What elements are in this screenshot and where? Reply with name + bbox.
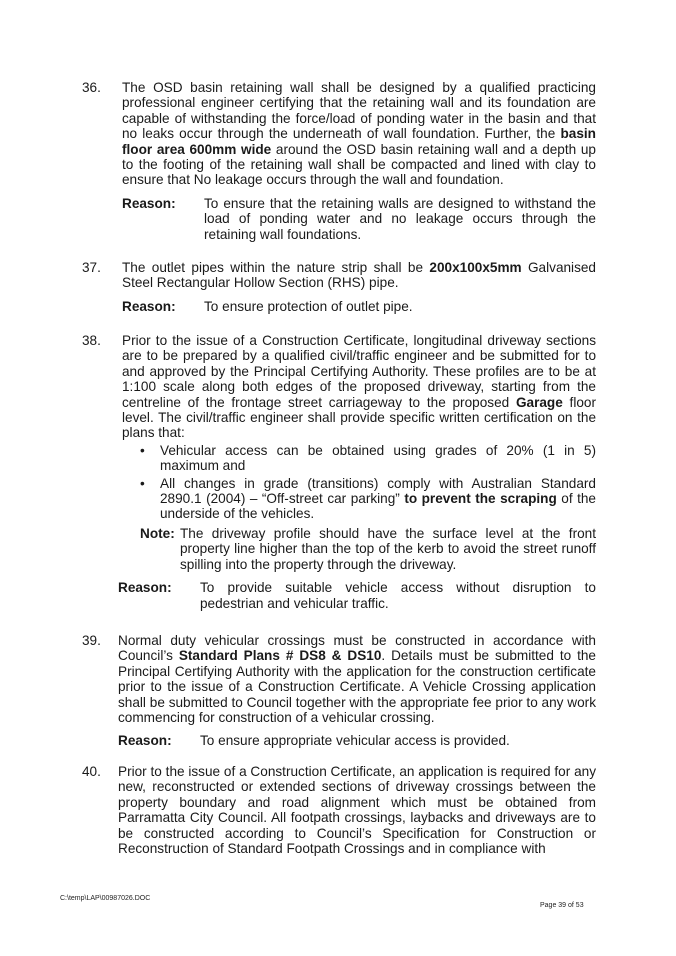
note-label: Note:	[140, 525, 175, 541]
bold-run: Garage	[515, 394, 563, 410]
text-run: of the underside of the vehicles.	[160, 491, 596, 522]
reason-text: To provide suitable vehicle access without disruption to pedestrian and vehicular traffic.	[200, 580, 596, 611]
condition-text	[118, 633, 596, 725]
bullet-item: • Vehicular access can be obtained using grades of 20% (1 in 5) maximum and	[160, 443, 596, 474]
reason-block	[122, 196, 596, 242]
reason-text: To ensure protection of outlet pipe.	[204, 298, 413, 314]
reason-text: To ensure appropriate vehicular access is provided.	[200, 733, 510, 749]
condition-number: 37.	[82, 260, 101, 275]
text-run: Prior to the issue of a Construction Certificate, longitudinal driveway sections are to be prepared by a qualified civil/traffic engineer and be submitted for to and approved by the Principal Certifying Authority. These profiles are to be at 1:100 scale along both edges of the proposed driveway, starting from the centreline of the frontage street carriageway to the proposed	[122, 333, 596, 410]
condition-37	[82, 260, 596, 314]
text-run: All changes in grade (transitions) comply with Australian Standard 2890.1 (2004) – “Off-street car parking”	[160, 475, 596, 507]
note-text: The driveway profile should have the surface level at the front property line higher than the top of the kerb to avoid the street runoff spilling into the property through the driveway.	[180, 525, 596, 572]
reason-label: Reason:	[118, 733, 172, 749]
text-run: around the OSD basin retaining wall and a depth up to the footing of the retaining wall shall be compacted and lined with clay to ensure that No leakage occurs through the wall and foundation.	[122, 141, 596, 188]
footer-page-number: Page 39 of 53	[540, 902, 584, 909]
bold-run: Standard Plans # DS8 & DS10	[178, 648, 382, 664]
bullet-item	[160, 476, 596, 522]
condition-text: Prior to the issue of a Construction Certificate, an application is required for any new, reconstructed or extended sections of driveway crossings between the property boundary and road alignment which must be obtained from Parramatta City Council. All footpath crossings, laybacks and driveways are to be constructed according to Council’s Specification for Construction or Reconstruction of Standard Footpath Crossings and in compliance with	[118, 764, 596, 857]
condition-number: 40.	[82, 764, 101, 779]
text-run: floor level. The civil/traffic engineer shall provide specific written certification on the plans that:	[122, 394, 596, 441]
reason-label: Reason:	[122, 298, 176, 314]
bold-run: to prevent the scraping	[404, 491, 557, 507]
condition-40	[82, 764, 596, 856]
bullet-list	[122, 443, 596, 522]
text-run: Galvanised Steel Rectangular Hollow Section (RHS) pipe.	[122, 260, 596, 291]
condition-number: 36.	[82, 80, 101, 95]
reason-block	[118, 580, 596, 611]
condition-36	[82, 80, 596, 242]
bold-run: basin floor area 600mm wide	[122, 126, 596, 157]
reason-block	[118, 733, 596, 748]
text-run: Normal duty vehicular crossings must be constructed in accordance with Council’s	[118, 633, 596, 664]
condition-text	[122, 333, 596, 441]
condition-text	[122, 80, 596, 188]
reason-text: To ensure that the retaining walls are designed to withstand the load of ponding water and no leakage occurs through the retaining wall foundations.	[204, 195, 596, 242]
reason-block	[122, 299, 596, 314]
bold-run: 200x100x5mm	[429, 260, 522, 275]
condition-text	[122, 260, 596, 291]
footer-file-path: C:\temp\LAP\00987026.DOC	[60, 895, 151, 902]
condition-39	[82, 633, 596, 749]
text-run: . Details must be submitted to the Principal Certifying Authority with the application for the construction certificate prior to the issue of a Construction Certificate. A Vehicle Crossing application shall be submitted to Council together with the appropriate fee prior to any work commencing for construction of a vehicular crossing.	[118, 648, 596, 726]
reason-label: Reason:	[118, 580, 172, 596]
condition-number: 38.	[82, 333, 101, 348]
note-block	[140, 526, 596, 572]
condition-38	[82, 333, 596, 611]
text-run: The outlet pipes within the nature strip shall be	[122, 260, 430, 275]
condition-number: 39.	[82, 633, 101, 648]
text-run: The OSD basin retaining wall shall be designed by a qualified practicing professional engineer certifying that the retaining wall and its foundation are capable of withstanding the force/load of ponding water in the basin and that no leaks occur through the underneath of wall foundation. Further, the	[122, 80, 596, 142]
reason-label: Reason:	[122, 195, 176, 211]
